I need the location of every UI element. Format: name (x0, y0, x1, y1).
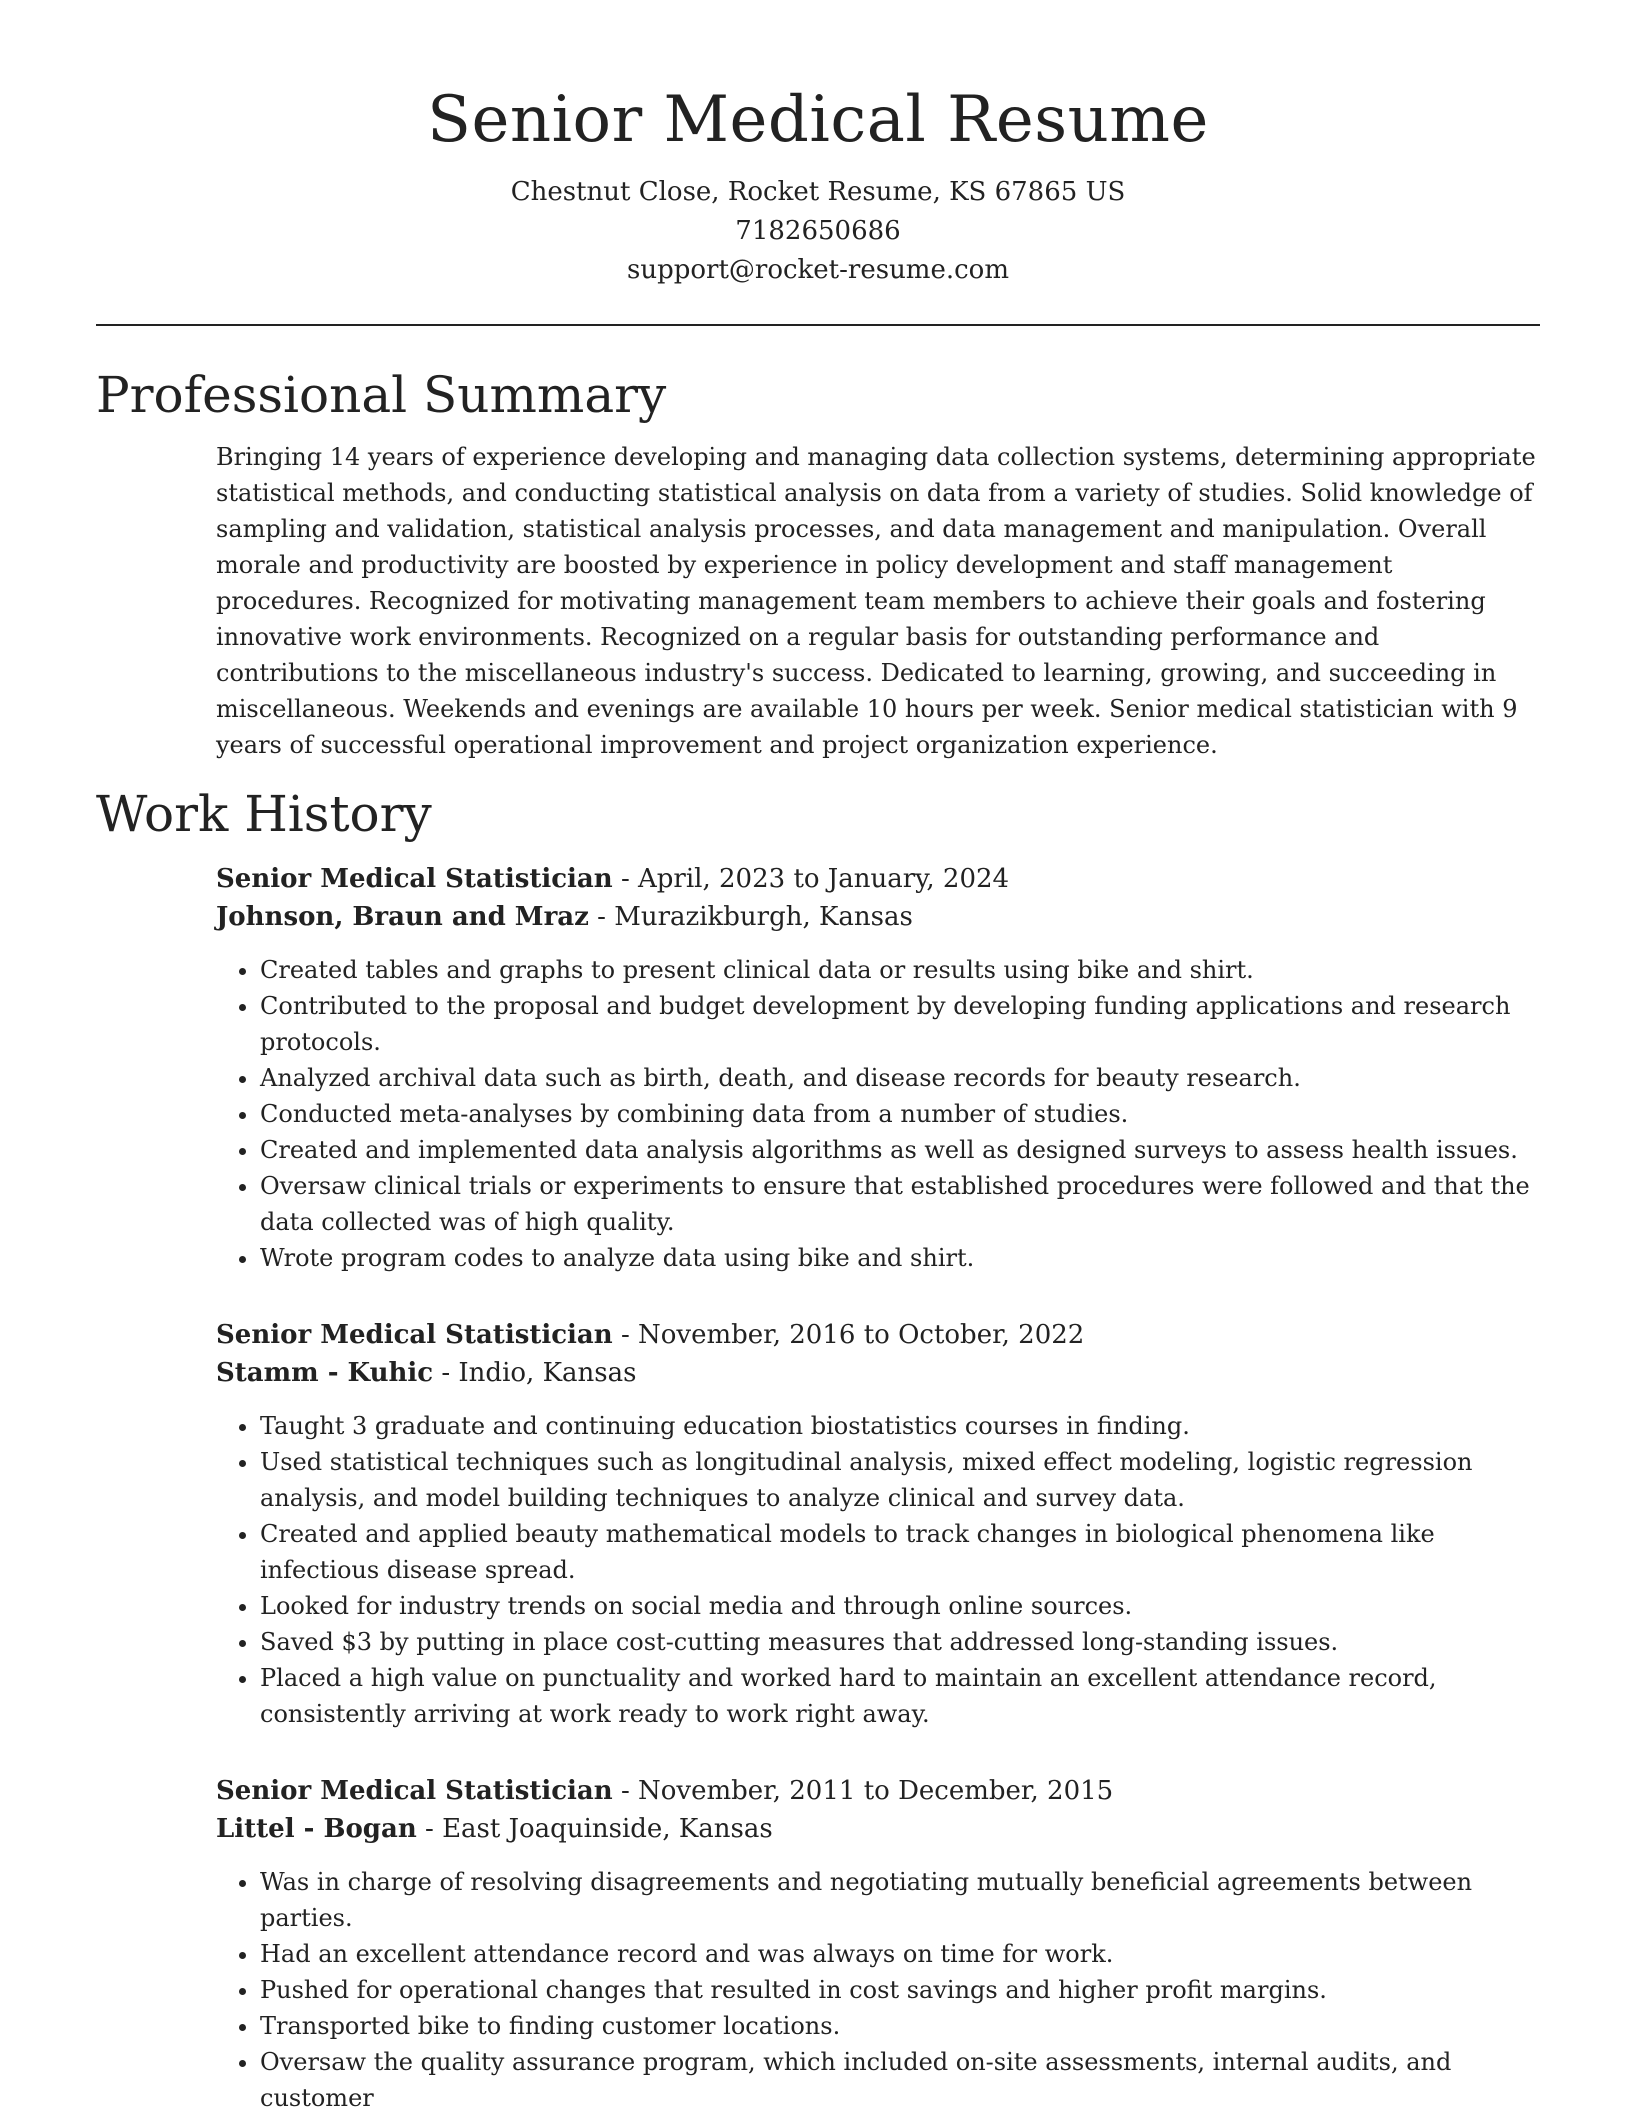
resume-page (96, 0, 1540, 2116)
job-location: - East Joaquinside, Kansas (416, 1813, 773, 1844)
job-company-line (216, 898, 1540, 936)
job-title-line (216, 1772, 1540, 1810)
job-bullet: • Contributed to the proposal and budget development by developing funding applications and research protocols. (260, 988, 1540, 1060)
work-history-heading: Work History (96, 784, 432, 843)
phone-text: 7182650686 (735, 215, 901, 246)
job-bullet: • Looked for industry trends on social media and through online sources. (260, 1588, 1540, 1624)
job-bullet: • Placed a high value on punctuality and worked hard to maintain an excellent attendance record, consistently arriving at work ready to work right away. (260, 1660, 1540, 1732)
job-bullet: • Created tables and graphs to present clinical data or results using bike and shirt. (260, 952, 1540, 988)
job-bullet: • Conducted meta-analyses by combining data from a number of studies. (260, 1096, 1540, 1132)
job-entry (216, 1316, 1540, 1732)
resume-title: Senior Medical Resume (427, 83, 1209, 157)
job-company: Johnson, Braun and Mraz (216, 901, 589, 932)
job-bullet: • Oversaw clinical trials or experiments to ensure that established procedures were followed and that the data collected was of high quality. (260, 1168, 1540, 1240)
header-divider (96, 324, 1540, 326)
summary-text: Bringing 14 years of experience developing and managing data collection systems, determining appropriate statistical methods, and conducting statistical analysis on data from a variety of studies. Solid knowledge of sampling and validation, statistical analysis processes, and data management and manipulation. Overall morale and productivity are boosted by experience in policy development and staff management procedures. Recognized for motivating management team members to achieve their goals and fostering innovative work environments. Recognized on a regular basis for outstanding performance and contributions to the miscellaneous industry's success. Dedicated to learning, growing, and succeeding in miscellaneous. Weekends and evenings are available 10 hours per week. Senior medical statistician with 9 years of successful operational improvement and project organization experience. (216, 442, 1536, 759)
job-bullet: • Transported bike to finding customer locations. (260, 2008, 1540, 2044)
resume-header (96, 0, 1540, 290)
job-bullet: • Created and implemented data analysis algorithms as well as designed surveys to assess health issues. (260, 1132, 1540, 1168)
job-bullets (216, 1408, 1540, 1732)
job-entry (216, 860, 1540, 1276)
work-history-section (216, 860, 1540, 2116)
job-dates: - April, 2023 to January, 2024 (612, 863, 1010, 894)
job-company: Stamm - Kuhic (216, 1357, 434, 1388)
job-title: Senior Medical Statistician (216, 1319, 613, 1350)
summary-heading: Professional Summary (96, 365, 667, 424)
job-bullets (216, 1864, 1540, 2116)
job-bullet: • Analyzed archival data such as birth, death, and disease records for beauty research. (260, 1060, 1540, 1096)
job-bullet: • Wrote program codes to analyze data using bike and shirt. (260, 1240, 1540, 1276)
job-company-line (216, 1354, 1540, 1392)
job-bullet: • Taught 3 graduate and continuing education biostatistics courses in finding. (260, 1408, 1540, 1444)
job-company: Littel - Bogan (216, 1813, 417, 1844)
address-text: Chestnut Close, Rocket Resume, KS 67865 US (510, 176, 1126, 207)
job-location: - Indio, Kansas (433, 1357, 637, 1388)
job-bullet: • Was in charge of resolving disagreements and negotiating mutually beneficial agreements between parties. (260, 1864, 1540, 1936)
job-dates: - November, 2016 to October, 2022 (612, 1319, 1085, 1350)
job-company-line (216, 1810, 1540, 1848)
job-bullet: • Had an excellent attendance record and was always on time for work. (260, 1936, 1540, 1972)
job-bullet: • Oversaw the quality assurance program, which included on-site assessments, internal audits, and customer (260, 2044, 1540, 2116)
summary-section (216, 439, 1540, 763)
job-title-line (216, 860, 1540, 898)
email-text: support@rocket-resume.com (626, 254, 1009, 285)
job-bullet: • Pushed for operational changes that resulted in cost savings and higher profit margins. (260, 1972, 1540, 2008)
job-bullet: • Used statistical techniques such as longitudinal analysis, mixed effect modeling, logistic regression analysis, and model building techniques to analyze clinical and survey data. (260, 1444, 1540, 1516)
job-title-line (216, 1316, 1540, 1354)
job-dates: - November, 2011 to December, 2015 (612, 1775, 1114, 1806)
job-title: Senior Medical Statistician (216, 1775, 613, 1806)
job-entry (216, 1772, 1540, 2116)
contact-info (96, 173, 1540, 290)
job-bullets (216, 952, 1540, 1276)
job-title: Senior Medical Statistician (216, 863, 613, 894)
job-bullet: • Saved $3 by putting in place cost-cutting measures that addressed long-standing issues. (260, 1624, 1540, 1660)
job-bullet: • Created and applied beauty mathematical models to track changes in biological phenomena like infectious disease spread. (260, 1516, 1540, 1588)
job-location: - Murazikburgh, Kansas (588, 901, 913, 932)
